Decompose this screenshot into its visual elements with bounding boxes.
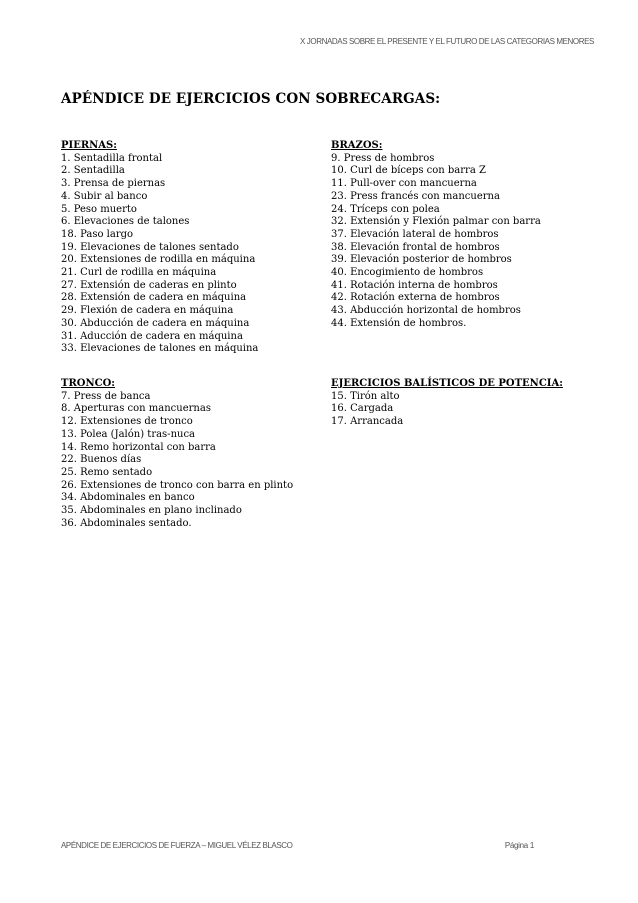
list-item: 7. Press de banca xyxy=(61,390,151,402)
exercise-list xyxy=(331,391,563,429)
list-item: 3. Prensa de piernas xyxy=(61,178,166,190)
list-item: 17. Arrancada xyxy=(331,416,404,428)
list-item: 4. Subir al banco xyxy=(61,190,148,202)
list-item: 38. Elevación frontal de hombros xyxy=(331,241,500,253)
list-item: 16. Cargada xyxy=(331,403,394,415)
exercise-list xyxy=(61,391,293,531)
list-item: 32. Extensión y Flexión palmar con barra xyxy=(331,216,541,228)
list-item: 27. Extensión de caderas en plinto xyxy=(61,279,237,291)
list-item: 15. Tirón alto xyxy=(331,390,400,402)
page-title: APÉNDICE DE EJERCICIOS CON SOBRECARGAS: xyxy=(61,91,441,107)
section-heading: TRONCO: xyxy=(61,378,115,389)
list-item: 1. Sentadilla frontal xyxy=(61,152,163,164)
list-item: 37. Elevación lateral de hombros xyxy=(331,228,499,240)
list-item: 26. Extensiones de tronco con barra en plinto xyxy=(61,479,294,491)
list-item: 5. Peso muerto xyxy=(61,203,137,215)
list-item: 25. Remo sentado xyxy=(61,466,153,478)
section-heading: BRAZOS: xyxy=(331,140,383,151)
section-balisticos xyxy=(331,378,563,429)
list-item: 24. Tríceps con polea xyxy=(331,203,440,215)
list-item: 30. Abducción de cadera en máquina xyxy=(61,317,250,329)
list-item: 20. Extensiones de rodilla en máquina xyxy=(61,254,256,266)
list-item: 19. Elevaciones de talones sentado xyxy=(61,241,239,253)
list-item: 29. Flexión de cadera en máquina xyxy=(61,305,234,317)
list-item: 13. Polea (Jalón) tras-nuca xyxy=(61,428,196,440)
exercise-list xyxy=(61,153,258,356)
list-item: 21. Curl de rodilla en máquina xyxy=(61,267,217,279)
list-item: 35. Abdominales en plano inclinado xyxy=(61,505,242,517)
list-item: 22. Buenos días xyxy=(61,454,142,466)
list-item: 42. Rotación externa de hombros xyxy=(331,292,500,304)
exercise-list xyxy=(331,153,541,331)
list-item: 14. Remo horizontal con barra xyxy=(61,441,216,453)
list-item: 34. Abdominales en banco xyxy=(61,492,195,504)
page-number: Página 1 xyxy=(504,841,534,850)
list-item: 18. Paso largo xyxy=(61,228,134,240)
list-item: 10. Curl de bíceps con barra Z xyxy=(331,165,486,177)
list-item: 28. Extensión de cadera en máquina xyxy=(61,292,247,304)
footer-author: APÉNDICE DE EJERCICIOS DE FUERZA – MIGUEL VÉLEZ BLASCO xyxy=(61,841,293,850)
list-item: 11. Pull-over con mancuerna xyxy=(331,178,477,190)
list-item: 31. Aducción de cadera en máquina xyxy=(61,330,243,342)
list-item: 41. Rotación interna de hombros xyxy=(331,279,498,291)
list-item: 8. Aperturas con mancuernas xyxy=(61,403,211,415)
list-item: 2. Sentadilla xyxy=(61,165,125,177)
page-header: X JORNADAS SOBRE EL PRESENTE Y EL FUTURO DE LAS CATEGORIAS MENORES xyxy=(300,37,594,46)
section-brazos xyxy=(331,140,541,331)
list-item: 40. Encogimiento de hombros xyxy=(331,267,484,279)
list-item: 23. Press francés con mancuerna xyxy=(331,190,500,202)
section-heading: PIERNAS: xyxy=(61,140,117,151)
list-item: 43. Abducción horizontal de hombros xyxy=(331,305,521,317)
list-item: 33. Elevaciones de talones en máquina xyxy=(61,343,259,355)
list-item: 6. Elevaciones de talones xyxy=(61,216,190,228)
list-item: 36. Abdominales sentado. xyxy=(61,517,192,529)
list-item: 9. Press de hombros xyxy=(331,152,435,164)
list-item: 12. Extensiones de tronco xyxy=(61,416,193,428)
list-item: 39. Elevación posterior de hombros xyxy=(331,254,512,266)
section-piernas xyxy=(61,140,258,356)
list-item: 44. Extensión de hombros. xyxy=(331,317,467,329)
section-heading: EJERCICIOS BALÍSTICOS DE POTENCIA: xyxy=(331,378,563,389)
section-tronco xyxy=(61,378,293,530)
